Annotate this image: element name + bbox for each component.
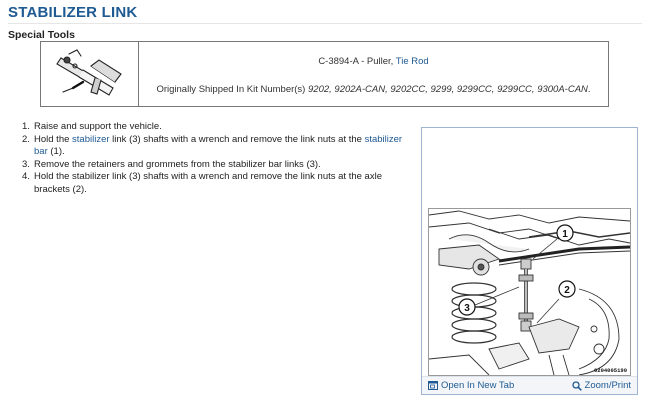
step-number: 4. (22, 171, 30, 183)
step-text: link (3) shafts with a wrench and remove the link nuts at the (109, 133, 365, 145)
step-text: Raise and support the vehicle. (34, 121, 162, 132)
step-link[interactable]: stabilizer bar (34, 133, 403, 158)
step-item (22, 121, 417, 134)
step-text: (1). (47, 146, 65, 158)
magnifier-icon (572, 381, 582, 391)
tie-rod-puller-image (41, 42, 139, 106)
step-item (22, 134, 417, 159)
tool-name: C-3894-A - Puller, (318, 56, 396, 67)
step-number: 2. (22, 133, 30, 145)
open-in-new-tab-label: Open In New Tab (441, 380, 515, 391)
step-text: Remove the retainers and grommets from the stabilizer bar links (3). (34, 158, 321, 170)
page-title: STABILIZER LINK (8, 4, 138, 21)
step-item (22, 159, 417, 172)
tool-name-line (139, 56, 608, 67)
step-link[interactable]: stabilizer (72, 133, 110, 145)
step-text: Hold the stabilizer link (3) shafts with a wrench and remove the link nuts at the axle brackets (2). (34, 171, 382, 195)
procedure-steps (22, 121, 417, 197)
zoom-print-label: Zoom/Print (584, 380, 631, 391)
image-code: 0204005190 (593, 367, 627, 374)
kit-numbers-line (139, 84, 608, 95)
title-divider (8, 23, 642, 24)
tool-details (139, 42, 608, 106)
figure-toolbar (422, 376, 637, 394)
special-tools-heading: Special Tools (8, 29, 75, 41)
open-in-new-tab-button[interactable] (428, 380, 514, 391)
stabilizer-link-illustration[interactable] (428, 208, 631, 376)
callout-3: 3 (464, 303, 470, 314)
callout-2: 2 (564, 285, 570, 296)
step-text: Hold the (34, 133, 73, 145)
tie-rod-link[interactable]: Tie Rod (395, 56, 429, 67)
kit-numbers-label: Originally Shipped In Kit Number(s) (156, 84, 308, 95)
step-item (22, 171, 417, 196)
step-number: 3. (22, 158, 30, 170)
puller-tool-drawing (55, 48, 125, 103)
open-in-new-tab-icon (428, 381, 438, 390)
kit-numbers: 9202, 9202A-CAN, 9202CC, 9299, 9299CC, 9299CC, 9300A-CAN (308, 84, 588, 95)
special-tools-table (40, 41, 609, 107)
zoom-print-button[interactable] (572, 380, 631, 391)
callout-1: 1 (562, 229, 568, 240)
step-number: 1. (22, 121, 30, 132)
kit-numbers-period: . (587, 84, 591, 95)
suspension-drawing (429, 209, 630, 375)
figure-panel (421, 127, 638, 395)
